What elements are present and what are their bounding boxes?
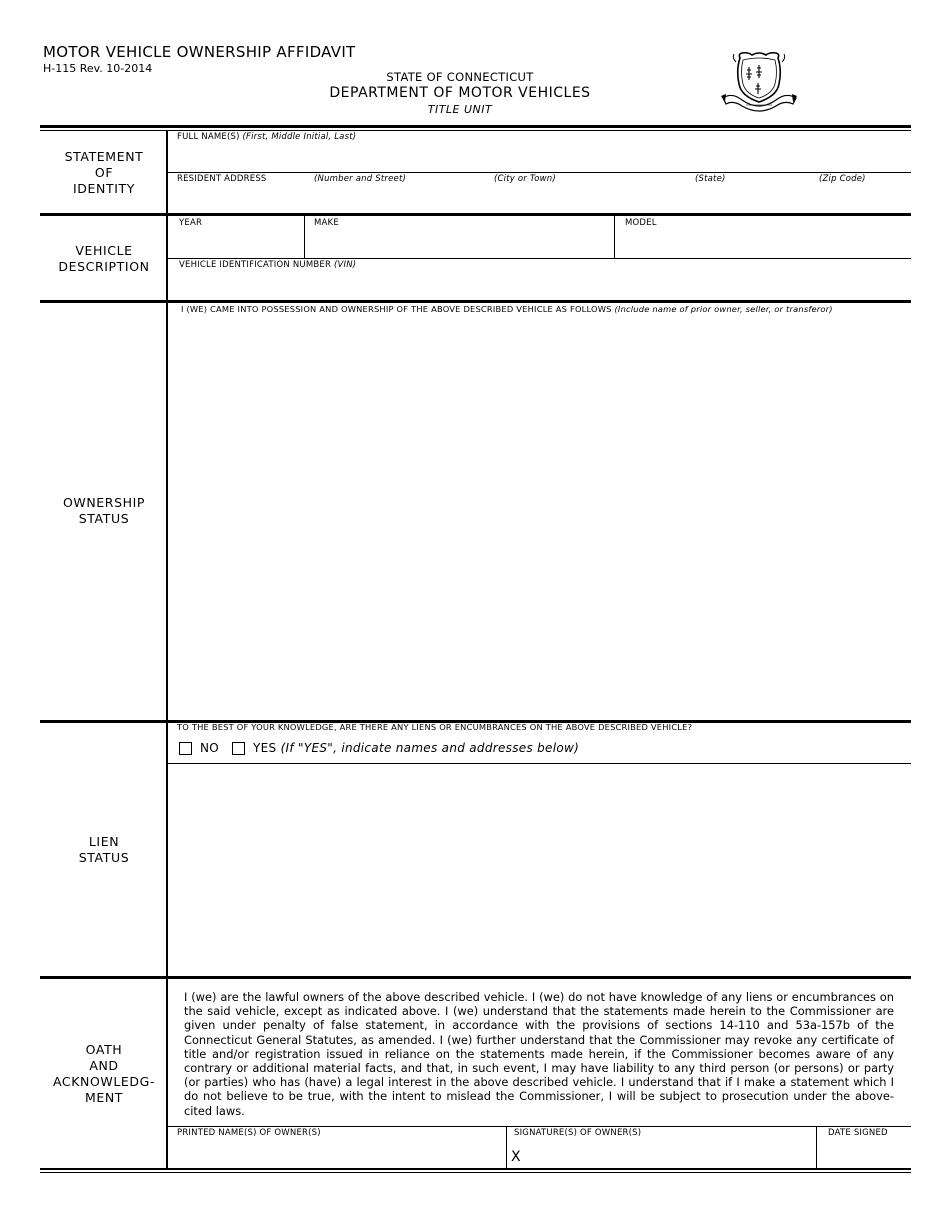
state-hint: (State) bbox=[695, 174, 726, 184]
vin-label: VEHICLE IDENTIFICATION NUMBER (VIN) bbox=[179, 260, 357, 270]
make-label: MAKE bbox=[314, 218, 339, 228]
street-hint: (Number and Street) bbox=[314, 174, 406, 184]
make-field[interactable] bbox=[314, 232, 609, 254]
department-name: DEPARTMENT OF MOTOR VEHICLES bbox=[329, 85, 591, 101]
state-name: STATE OF CONNECTICUT bbox=[386, 70, 534, 84]
oath-statement: I (we) are the lawful owners of the above described vehicle. I (we) do not have knowledge of any liens or encumbrances on the said vehicle, except as indicated above. I (we) understand that the statements made herein to the Commissioner are given under penalty of false statement, in accordance with the provisions of sections 14-110 and 53a-157b of the Connecticut General Statutes, as amended. I (we) further understand that the Commissioner may revoke any certificate of title and/or registration issued in reliance on the statements made herein, if the Commissioner becomes aware of any contrary or additional material facts, and that, in such event, I may have liability to any third person (or persons) or party (or parties) who has (have) a legal interest in the above described vehicle. I understand that if I make a statement which I do not believe to be true, with the intent to mislead the Commissioner, I will be subject to prosecution under the above-cited laws. bbox=[184, 990, 894, 1118]
date-signed-field[interactable] bbox=[828, 1144, 906, 1166]
lien-details-field[interactable] bbox=[180, 770, 905, 970]
form-number: H-115 Rev. 10-2014 bbox=[43, 62, 153, 75]
bottom-rule-thin bbox=[40, 1172, 911, 1173]
vehicle-section-label: VEHICLE DESCRIPTION bbox=[58, 243, 150, 274]
lien-question: TO THE BEST OF YOUR KNOWLEDGE, ARE THERE ANY LIENS OR ENCUMBRANCES ON THE ABOVE DESCRIBED VEHICLE? bbox=[177, 722, 693, 732]
top-rule bbox=[40, 125, 911, 128]
model-label: MODEL bbox=[625, 218, 657, 228]
label-column-divider bbox=[166, 130, 168, 1170]
full-name-field[interactable] bbox=[177, 146, 902, 168]
signature-x-mark: X bbox=[511, 1149, 521, 1165]
section-rule bbox=[40, 976, 911, 979]
bottom-rule bbox=[40, 1168, 911, 1170]
printed-name-label: PRINTED NAME(S) OF OWNER(S) bbox=[177, 1128, 321, 1138]
date-signed-label: DATE SIGNED bbox=[828, 1128, 888, 1138]
lien-no-label: NO bbox=[200, 741, 220, 755]
full-name-label: FULL NAME(S) (First, Middle Initial, Last) bbox=[177, 132, 357, 142]
oath-section-label: OATH AND ACKNOWLEDG- MENT bbox=[52, 1042, 156, 1105]
year-field[interactable] bbox=[179, 232, 299, 254]
identity-section-label: STATEMENT OF IDENTITY bbox=[64, 149, 144, 196]
section-rule bbox=[40, 300, 911, 303]
ownership-instruction: I (WE) CAME INTO POSSESSION AND OWNERSHIP OF THE ABOVE DESCRIBED VEHICLE AS FOLLOWS (Include name of prior owner, seller, or transferor) bbox=[181, 304, 833, 314]
model-field[interactable] bbox=[625, 232, 905, 254]
top-rule-thin bbox=[40, 130, 911, 131]
signature-label: SIGNATURE(S) OF OWNER(S) bbox=[514, 1128, 642, 1138]
lien-no-checkbox[interactable] bbox=[179, 742, 192, 755]
lien-section-label: LIEN STATUS bbox=[78, 834, 130, 865]
lien-yes-checkbox[interactable] bbox=[232, 742, 245, 755]
signature-field[interactable] bbox=[527, 1144, 809, 1166]
resident-address-field[interactable] bbox=[177, 188, 902, 210]
city-hint: (City or Town) bbox=[494, 174, 556, 184]
resident-address-label: RESIDENT ADDRESS bbox=[177, 174, 267, 184]
ownership-section-label: OWNERSHIP STATUS bbox=[62, 495, 146, 526]
unit-name: TITLE UNIT bbox=[427, 103, 493, 116]
section-rule bbox=[40, 213, 911, 216]
printed-name-field[interactable] bbox=[177, 1144, 497, 1166]
year-label: YEAR bbox=[179, 218, 203, 228]
zip-hint: (Zip Code) bbox=[819, 174, 866, 184]
ownership-details-field[interactable] bbox=[180, 320, 905, 715]
connecticut-state-seal-icon bbox=[718, 50, 800, 116]
form-title: MOTOR VEHICLE OWNERSHIP AFFIDAVIT bbox=[43, 43, 356, 61]
lien-yes-label: YES (If "YES", indicate names and addresses below) bbox=[253, 741, 580, 755]
vin-field[interactable] bbox=[179, 274, 904, 296]
